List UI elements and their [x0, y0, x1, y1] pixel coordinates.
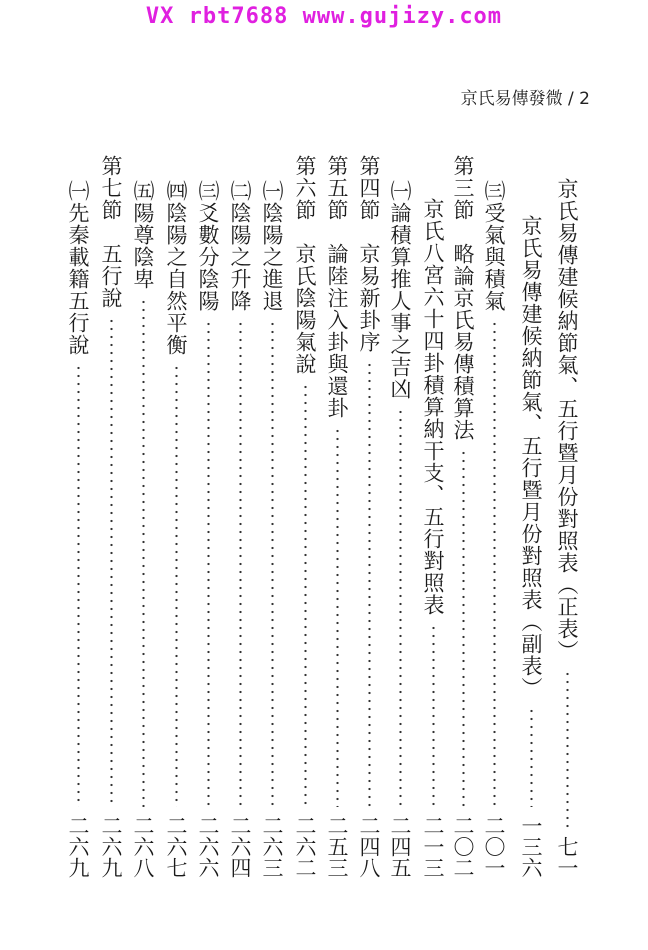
toc-entry-title: ㈤陽尊陰卑: [131, 180, 155, 290]
leader-dots: [432, 624, 435, 807]
toc-entry-title: 第六節 京氏陰陽氣說: [293, 155, 317, 375]
toc-entry-12: [194, 180, 222, 878]
toc-entry-page: 二〇一: [482, 815, 506, 878]
toc-entry-7: [355, 155, 383, 878]
leader-dots: [77, 364, 80, 807]
leader-dots: [336, 427, 339, 807]
leader-dots: [368, 361, 371, 807]
toc-entry-11: [226, 180, 254, 878]
toc-entry-1: [553, 178, 581, 878]
toc-entry-page: 二六四: [228, 815, 252, 878]
toc-entry-title: ㈣陰陽之自然平衡: [164, 180, 188, 356]
leader-dots: [142, 298, 145, 807]
toc-entry-15: [97, 155, 125, 878]
toc-entry-page: 二六九: [99, 815, 123, 878]
toc-entry-3: [480, 180, 508, 878]
toc-entry-16: [64, 180, 92, 878]
leader-dots: [239, 320, 242, 807]
toc-entry-title: 第七節 五行說: [99, 155, 123, 309]
toc-entry-10: [258, 180, 286, 878]
toc-entry-page: 二四八: [357, 815, 381, 878]
toc-entry-page: 二六三: [260, 815, 284, 878]
toc-entry-page: 二四五: [388, 815, 412, 878]
toc-entry-page: 七一: [555, 836, 579, 878]
leader-dots: [207, 320, 210, 807]
leader-dots: [462, 449, 465, 807]
toc-entry-page: 二六九: [66, 815, 90, 878]
leader-dots: [110, 317, 113, 807]
toc-entry-page: 二六二: [293, 815, 317, 878]
toc-entry-title: 京氏易傳建候納節氣、五行暨月份對照表（副表）: [519, 215, 543, 699]
leader-dots: [271, 320, 274, 807]
leader-dots: [175, 364, 178, 807]
toc-entry-page: 二六七: [164, 815, 188, 878]
toc-entry-page: 二六六: [196, 815, 220, 878]
toc-entry-title: ㈡陰陽之升降: [228, 180, 252, 312]
toc-entry-page: 二五三: [325, 815, 349, 878]
running-head: 京氏易傳發微 / 2: [460, 89, 590, 109]
toc-entry-title: 第五節 論陸注入卦與還卦: [325, 155, 349, 419]
toc-entry-page: 二〇二: [451, 815, 475, 878]
toc-entry-4: [449, 155, 477, 878]
toc-entry-8: [323, 155, 351, 878]
toc-entry-title: ㈢爻數分陰陽: [196, 180, 220, 312]
toc-entry-title: 第三節 略論京氏易傳積算法: [451, 155, 475, 441]
toc-entry-2: [517, 215, 545, 878]
leader-dots: [530, 707, 533, 807]
toc-entry-title: 第四節 京易新卦序: [357, 155, 381, 353]
watermark-text: VX rbt7688 www.gujizy.com: [145, 4, 503, 29]
leader-dots: [399, 408, 402, 807]
toc-entry-14: [129, 180, 157, 878]
toc-entry-9: [291, 155, 319, 878]
toc-entry-page: 二一三: [421, 815, 445, 878]
leader-dots: [493, 320, 496, 807]
toc-entry-6: [386, 180, 414, 878]
toc-entry-title: 京氏易傳建候納節氣、五行暨月份對照表（正表）: [555, 178, 579, 662]
toc-entry-13: [162, 180, 190, 878]
toc-entry-title: 京氏八宮六十四卦積算納干支、五行對照表: [421, 198, 445, 616]
toc-entry-title: ㈠陰陽之進退: [260, 180, 284, 312]
toc-entry-page: 一三六: [519, 815, 543, 878]
toc-entry-title: ㈠論積算推人事之吉凶: [388, 180, 412, 400]
leader-dots: [304, 383, 307, 807]
toc-entry-title: ㈠先秦載籍五行說: [66, 180, 90, 356]
toc-entry-5: [419, 198, 447, 878]
toc-entry-page: 二六八: [131, 815, 155, 878]
leader-dots: [566, 670, 569, 828]
toc-entry-title: ㈢受氣與積氣: [482, 180, 506, 312]
